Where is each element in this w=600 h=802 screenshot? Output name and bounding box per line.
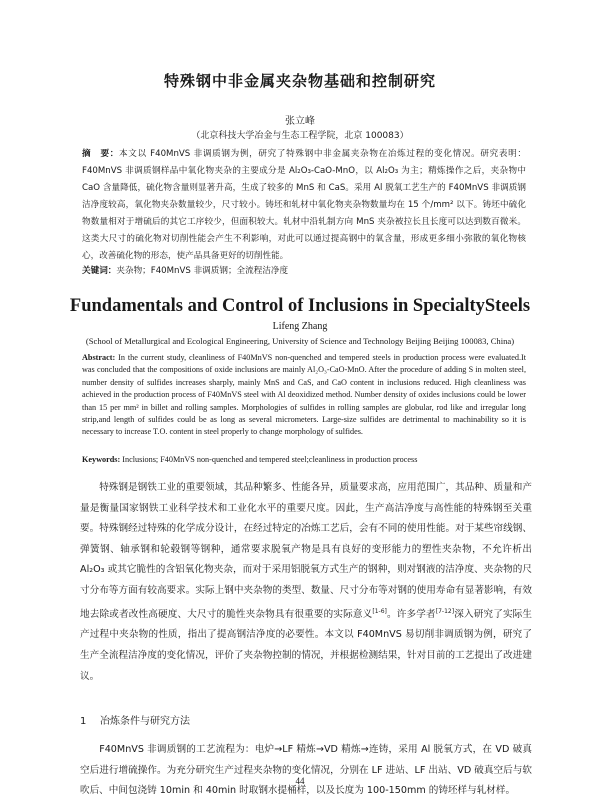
intro-text-c: 深入研究了实际生产过程中夹杂物的性质，指出了提高钢洁净度的必要性。本文以 F40MnVS 易切削非调质钢为例，研究了生产全流程洁净度的变化情况，评价了夹杂物控制的情况，并根据检测结果，针对目前的工艺提出了改进建议。 [80,608,533,682]
chinese-keywords [82,264,526,278]
english-keywords [82,454,526,466]
english-keywords-label: Keywords: [82,455,121,464]
chinese-author: 张立峰 [285,116,315,127]
english-abstract [82,352,526,439]
citation-ref: [7-12] [435,607,455,615]
chinese-keywords-text: 夹杂物；F40MnVS 非调质钢；全流程洁净度 [116,266,289,276]
chinese-abstract [82,146,526,265]
english-abstract-text: In the current study, cleanliness of F40MnVS non-quenched and tempered steels in production process were evaluated.It was concluded that the compositions of oxide inclusions are mainly Al₂O₃-CaO-MnO. After the procedure of adding S in molten steel, number density of sulfides increases sharply, mainly MnS and CaS, and CaO content in inclusions reduced. High cleanliness was achieved in the production process of F40MnVS steel with Al deoxidized method. Number density of oxides inclusions could be lower than 15 per mm² in billet and rolling samples. Morphologies of sulfides in rolling samples are globular, rod like and irregular long strip,and length of sulfides could be as long as several micrometers. Large-size sulfides are detrimental to machinability so it is necessary to increase T.O. content in steel properly to change morphology of sulfides. [82,353,527,437]
intro-text-b: 。许多学者 [386,608,436,620]
chinese-title: 特殊钢中非金属夹杂物基础和控制研究 [163,72,436,90]
english-keywords-text: Inclusions; F40MnVS non-quenched and tempered steel;cleanliness in production process [122,455,418,464]
english-title: Fundamentals and Control of Inclusions in SpecialtySteels [69,296,531,316]
section-title: 冶炼条件与研究方法 [100,716,190,727]
intro-text-a: 特殊钢是钢铁工业的重要领域，其品种繁多、性能各异，质量要求高，应用范围广，其品种、质量和产量是衡量国家钢铁工业科学技术和工业化水平的重要尺度。因此，生产高洁净度与高性能的特殊钢至关重要。特殊钢经过特殊的化学成分设计，在经过特定的冶炼工艺后，会有不同的使用性能。对于某些帘线钢、弹簧钢、轴承钢和轮毂钢等钢种，通常要求脱氧产物是具有良好的变形能力的塑性夹杂物，不允许析出 Al₂O₃ 或其它脆性的含铝氧化物夹杂，而对于采用铝脱氧方式生产的钢种，则对钢液的洁净度、夹杂物的尺寸分布等方面有较高要求。实际上钢中夹杂物的类型、数量、尺寸分布等对钢的使用寿命有显著影响，有效地去除或者改性高硬度、大尺寸的脆性夹杂物具有很重要的实际意义 [80,482,532,620]
chinese-abstract-label: 摘 要： [82,149,120,159]
chinese-abstract-text: 本文以 F40MnVS 非调质钢为例，研究了特殊钢中非金属夹杂物在冶炼过程的变化情况。研究表明：F40MnVS 非调质钢样品中氧化物夹杂的主要成分是 Al₂O₃-CaO-MnO，以 Al₂O₃ 为主；精炼操作之后，夹杂物中 CaO 含量降低，硫化物含量则显著升高，生成了较多的 MnS 和 CaS。采用 Al 脱氧工艺生产的 F40MnVS 非调质钢洁净度较高，氧化物夹杂数量较少，尺寸较小。铸坯和轧材中氧化物夹杂物数量均在 15 个/mm² 以下。铸坯中硫化物数量相对于增硫后的其它工序较少，但面积较大。轧材中沿轧制方向 MnS 夹杂被拉长且长度可以达到数百微米。这类大尺寸的硫化物对切削性能会产生不利影响，对此可以通过提高钢中的氧含量，形成更多细小弥散的氧化物核心，改善硫化物的形态，使产品具备更好的切削性能。 [82,149,526,261]
chinese-keywords-label: 关键词： [82,266,117,276]
english-abstract-label: Abstract: [82,353,116,362]
citation-ref: [1-6] [372,607,387,615]
english-author: Lifeng Zhang [272,321,328,332]
page-number: 44 [295,776,305,786]
method-paragraph: F40MnVS 非调质钢的工艺流程为：电炉→LF 精炼→VD 精炼→连铸，采用 Al 脱氧方式，在 VD 破真空后进行增硫操作。为充分研究生产过程夹杂物的变化情况，分别在 LF 进站、LF 出站、VD 破真空后与软吹后、中间包浇铸 10min 和 40min 时取钢水提桶样，以及长度为 100-150mm 的铸坯样与轧材样。 [80,744,532,797]
english-affiliation: (School of Metallurgical and Ecological Engineering, University of Science and Technology Beijing Beijing 100083, China) [85,336,515,346]
section-heading [80,712,190,727]
chinese-affiliation: （北京科技大学冶金与生态工程学院，北京 100083） [191,131,409,141]
section-number: 1 [80,716,87,727]
intro-paragraph [80,478,532,687]
